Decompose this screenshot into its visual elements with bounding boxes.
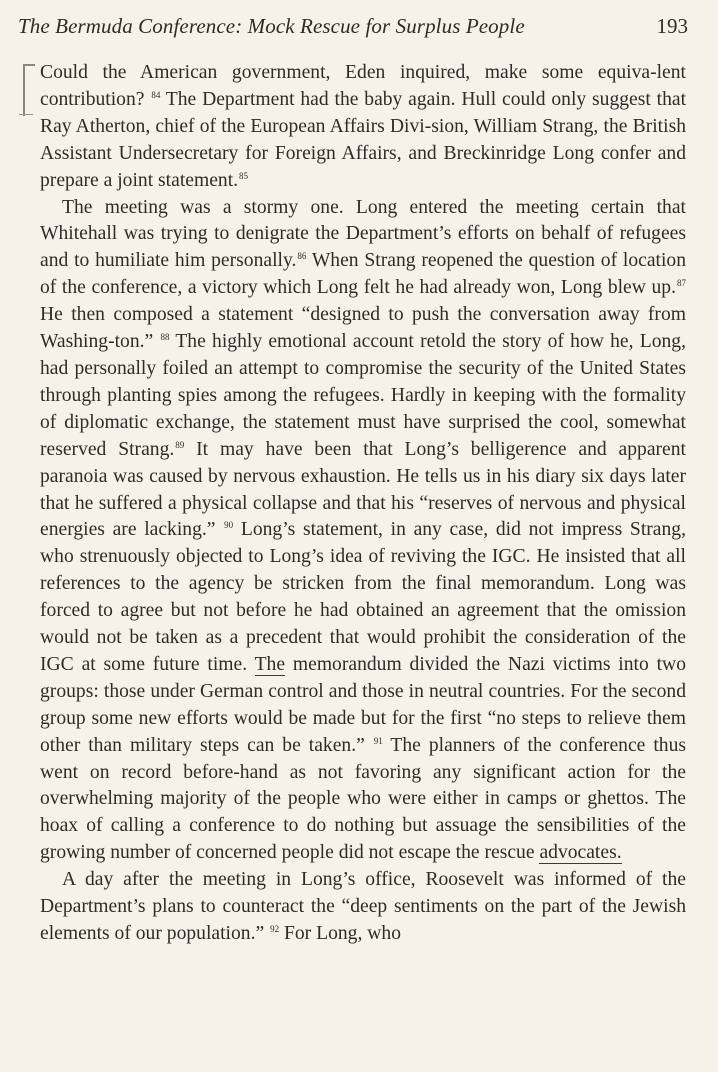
text-run: When Strang reopened the question of location of the conference, a victory which Long felt he had already won, Long blew up. (40, 250, 687, 299)
pen-underlined-word: advocates. (539, 842, 622, 864)
paragraph-1 (40, 60, 686, 195)
footnote-ref: 91 (373, 735, 383, 746)
footnote-ref: 89 (175, 439, 185, 450)
text-run: The highly emotional account retold the story of how he, Long, had personally foiled an attempt to compromise the security of the United States through planting spies among the refugees. Hardly in keeping with the formality of diplomatic exchange, the statement must have surprised the cool, somewhat reserved Strang. (40, 331, 686, 460)
margin-bracket-tail-mark (19, 114, 33, 115)
text-run: Long’s statement, in any case, did not impress Strang, who strenuously objected to Long’s idea of reviving the IGC. He insisted that all references to the agency be stricken from the final memorandum. Long was forced to agree but not before he had obtained an agreement that the omission would not be taken as a precedent that would prohibit the consideration of the IGC at some future time. (40, 519, 686, 675)
running-title: The Bermuda Conference: Mock Rescue for Surplus People (18, 14, 525, 38)
footnote-ref: 84 (151, 89, 161, 100)
paragraph-2 (40, 195, 686, 868)
footnote-ref: 85 (239, 170, 249, 181)
body-text (40, 60, 686, 948)
text-run: It may have been that Long’s belligerence and apparent paranoia was caused by nervous exhaustion. He tells us in his diary six days later that he suffered a physical collapse and that his “reserves of nervous and physical energies are lacking.” (40, 438, 686, 541)
text-run: The Department had the baby again. Hull could only suggest that Ray Atherton, chief of the European Affairs Divi-sion, William Strang, the British Assistant Undersecretary for Foreign Affairs, and Breckinridge Long confer and prepare a joint statement. (40, 88, 687, 191)
footnote-ref: 90 (224, 520, 234, 531)
paragraph-3 (40, 867, 686, 948)
text-run: The planners of the conference thus went on record before-hand as not favoring any significant action for the overwhelming majority of the people who were either in camps or ghettos. The hoax of calling a conference to do nothing but assuage the sensibilities of the growing number of concerned people did not escape the rescue (40, 734, 686, 864)
text-run: For Long, who (279, 923, 402, 944)
footnote-ref: 87 (677, 278, 686, 289)
footnote-ref: 86 (297, 251, 307, 262)
text-run: A day after the meeting in Long’s office, Roosevelt was informed of the Department’s plans to counteract the “deep sentiments on the part of the Jewish elements of our population.” (40, 869, 686, 944)
footnote-ref: 88 (160, 332, 170, 343)
footnote-ref: 92 (270, 924, 280, 934)
margin-bracket-mark (23, 64, 35, 116)
pen-underlined-word: The (254, 653, 286, 675)
text-run: He then composed a statement “designed to push the conversation away from Washing-ton.” (40, 304, 686, 353)
running-head (18, 14, 688, 44)
page-number: 193 (656, 14, 688, 38)
text-run: memorandum divided the Nazi victims into two groups: those under German control and those in neutral countries. For the second group some new efforts would be made but for the first “no steps to relieve them other than military steps can be taken.” (40, 653, 686, 756)
text-run: Could the American government, Eden inquired, make some equiva-lent contribution? (40, 62, 686, 110)
text-run: The meeting was a stormy one. Long entered the meeting certain that Whitehall was trying to denigrate the Department’s efforts on behalf of refugees and to humiliate him personally. (40, 196, 686, 272)
